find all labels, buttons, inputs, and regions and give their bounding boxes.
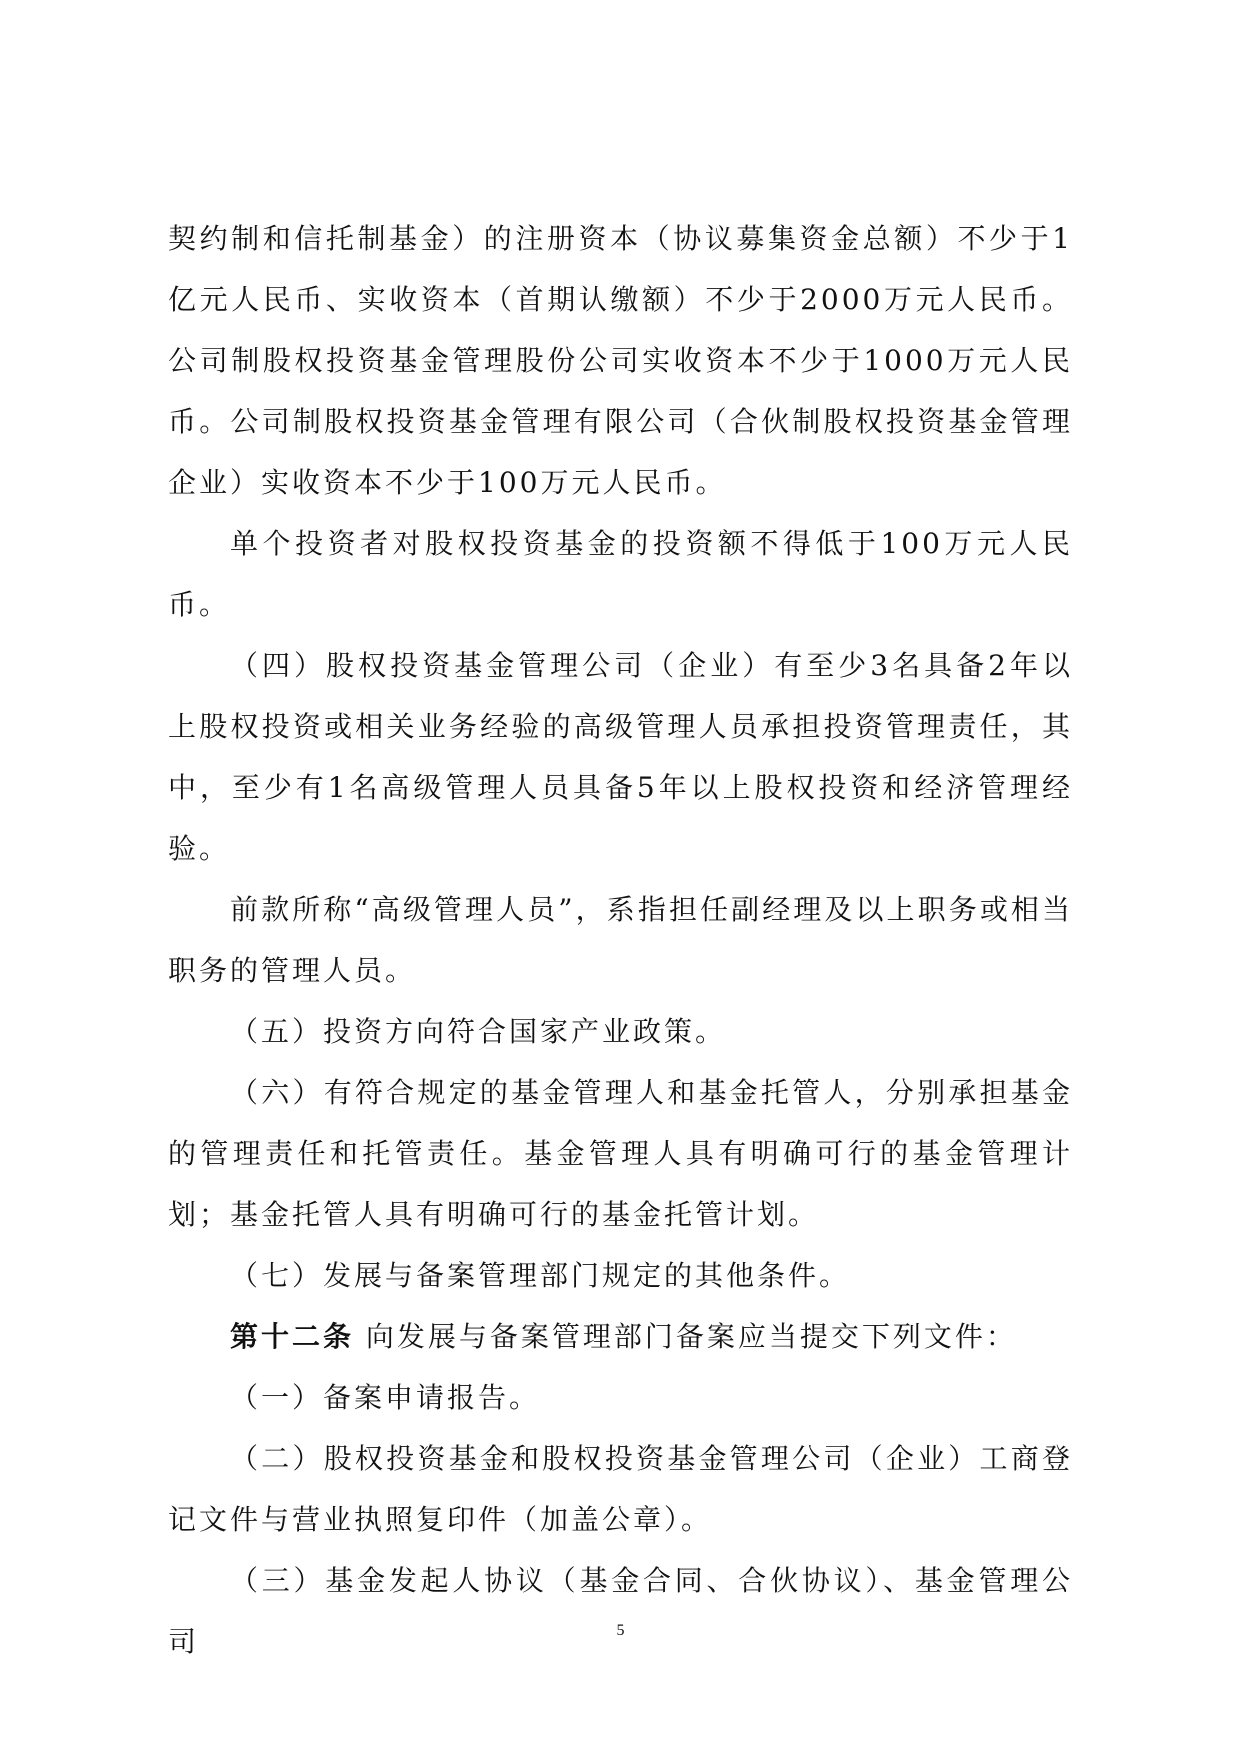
paragraph-doc-item-three: （三）基金发起人协议（基金合同、合伙协议）、基金管理公司 xyxy=(168,1564,1073,1658)
paragraph-item-seven: （七）发展与备案管理部门规定的其他条件。 xyxy=(230,1259,851,1292)
paragraph-article-twelve xyxy=(168,1306,1073,1367)
paragraph-item-six: （六）有符合规定的基金管理人和基金托管人，分别承担基金的管理责任和托管责任。基金管理人具有明确可行的基金管理计划；基金托管人具有明确可行的基金托管计划。 xyxy=(168,1076,1073,1231)
paragraph-doc-item-two: （二）股权投资基金和股权投资基金管理公司（企业）工商登记文件与营业执照复印件（加盖公章）。 xyxy=(168,1442,1073,1536)
paragraph-single-investor: 单个投资者对股权投资基金的投资额不得低于100万元人民币。 xyxy=(168,527,1073,621)
article-twelve-text: 向发展与备案管理部门备案应当提交下列文件： xyxy=(354,1320,1017,1353)
paragraph-doc-item-one: （一）备案申请报告。 xyxy=(230,1381,541,1414)
article-number: 第十二条 xyxy=(230,1320,355,1353)
paragraph-registered-capital: 契约制和信托制基金）的注册资本（协议募集资金总额）不少于1亿元人民币、实收资本（首期认缴额）不少于2000万元人民币。公司制股权投资基金管理股份公司实收资本不少于1000万元人民币。公司制股权投资基金管理有限公司（合伙制股权投资基金管理企业）实收资本不少于100万元人民币。 xyxy=(168,222,1073,499)
document-body xyxy=(168,208,1073,1672)
paragraph-item-four: （四）股权投资基金管理公司（企业）有至少3名具备2年以上股权投资或相关业务经验的高级管理人员承担投资管理责任，其中，至少有1名高级管理人员具备5年以上股权投资和经济管理经验。 xyxy=(168,649,1073,865)
paragraph-item-five: （五）投资方向符合国家产业政策。 xyxy=(230,1015,727,1048)
page-number: 5 xyxy=(616,1622,625,1639)
paragraph-senior-managers-definition: 前款所称“高级管理人员”，系指担任副经理及以上职务或相当职务的管理人员。 xyxy=(168,893,1073,987)
